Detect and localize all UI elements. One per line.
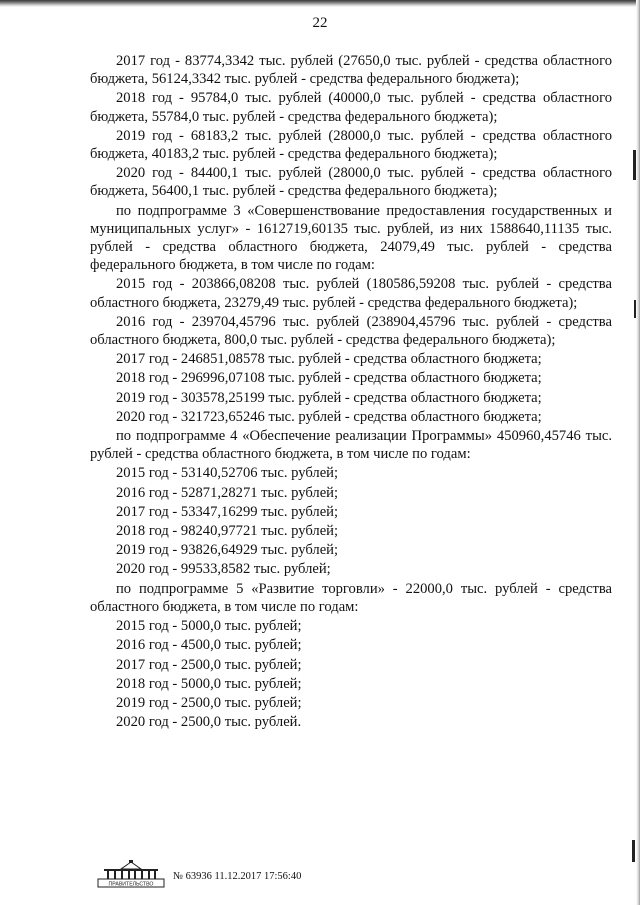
paragraph-subprogram-3: по подпрограмме 3 «Совершенствование предоставления государственных и муниципальных услуг» - 1612719,60135 тыс. рублей, из них 1588640,11135 тыс. рублей - средства областного бюджета, 24079,49 тыс. рублей - средства федерального бюджета, в том числе по годам: <box>90 202 612 274</box>
paragraph-sp3-2018: 2018 год - 296996,07108 тыс. рублей - средства областного бюджета; <box>116 370 542 387</box>
paragraph-sp4-2015: 2015 год - 53140,52706 тыс. рублей; <box>116 465 339 482</box>
paragraph-sp3-2017: 2017 год - 246851,08578 тыс. рублей - средства областного бюджета; <box>116 351 542 368</box>
page-number: 22 <box>312 15 328 31</box>
paragraph-sp5-2018: 2018 год - 5000,0 тыс. рублей; <box>116 675 302 692</box>
paragraph-sp4-2016: 2016 год - 52871,28271 тыс. рублей; <box>116 484 339 501</box>
svg-text:ПРАВИТЕЛЬСТВО: ПРАВИТЕЛЬСТВО <box>108 881 154 888</box>
paragraph-subprogram-4: по подпрограмме 4 «Обеспечение реализации Программы» 450960,45746 тыс. рублей - средства областного бюджета, в том числе по годам: <box>90 428 612 463</box>
paragraph-sp3-2020: 2020 год - 321723,65246 тыс. рублей - средства областного бюджета; <box>116 408 542 425</box>
scan-edge-top <box>0 0 640 7</box>
scan-mark <box>634 300 636 318</box>
paragraph-sp5-2017: 2017 год - 2500,0 тыс. рублей; <box>116 656 302 673</box>
paragraph-2017-total: 2017 год - 83774,3342 тыс. рублей (27650,0 тыс. рублей - средства областного бюджета, 56124,3342 тыс. рублей - средства федерального бюджета); <box>90 53 612 88</box>
scan-mark <box>633 150 636 180</box>
paragraph-sp3-2019: 2019 год - 303578,25199 тыс. рублей - средства областного бюджета; <box>116 389 542 406</box>
paragraph-2019-total: 2019 год - 68183,2 тыс. рублей (28000,0 тыс. рублей - средства областного бюджета, 40183,2 тыс. рублей - средства федерального бюджета); <box>90 127 612 163</box>
paragraph-sp5-2019: 2019 год - 2500,0 тыс. рублей; <box>116 694 302 711</box>
scan-mark <box>632 840 635 862</box>
registration-footer <box>96 860 356 888</box>
paragraph-sp4-2018: 2018 год - 98240,97721 тыс. рублей; <box>116 523 339 540</box>
paragraph-sp3-2015: 2015 год - 203866,08208 тыс. рублей (180586,59208 тыс. рублей - средства областного бюджета, 23279,49 тыс. рублей - средства федерального бюджета); <box>90 276 612 311</box>
paragraph-sp4-2020: 2020 год - 99533,8582 тыс. рублей; <box>116 561 331 578</box>
document-body <box>90 52 612 731</box>
paragraph-sp5-2020: 2020 год - 2500,0 тыс. рублей. <box>116 714 302 731</box>
paragraph-sp5-2015: 2015 год - 5000,0 тыс. рублей; <box>116 618 302 635</box>
paragraph-sp5-2016: 2016 год - 4500,0 тыс. рублей; <box>116 637 302 654</box>
paragraph-sp4-2017: 2017 год - 53347,16299 тыс. рублей; <box>116 503 339 520</box>
paragraph-2020-total: 2020 год - 84400,1 тыс. рублей (28000,0 тыс. рублей - средства областного бюджета, 56400,1 тыс. рублей - средства федерального бюджета); <box>90 165 612 200</box>
scan-edge-right <box>636 0 640 905</box>
government-building-seal-icon <box>96 860 166 888</box>
paragraph-sp4-2019: 2019 год - 93826,64929 тыс. рублей; <box>116 542 339 559</box>
paragraph-subprogram-5: по подпрограмме 5 «Развитие торговли» - 22000,0 тыс. рублей - средства областного бюджета, в том числе по годам: <box>90 580 612 615</box>
paragraph-sp3-2016: 2016 год - 239704,45796 тыс. рублей (238904,45796 тыс. рублей - средства областного бюджета, 800,0 тыс. рублей - средства федерального бюджета); <box>90 313 612 349</box>
paragraph-2018-total: 2018 год - 95784,0 тыс. рублей (40000,0 тыс. рублей - средства областного бюджета, 55784,0 тыс. рублей - средства федерального бюджета); <box>90 90 612 125</box>
registration-stamp: № 63936 11.12.2017 17:56:40 <box>173 871 302 882</box>
